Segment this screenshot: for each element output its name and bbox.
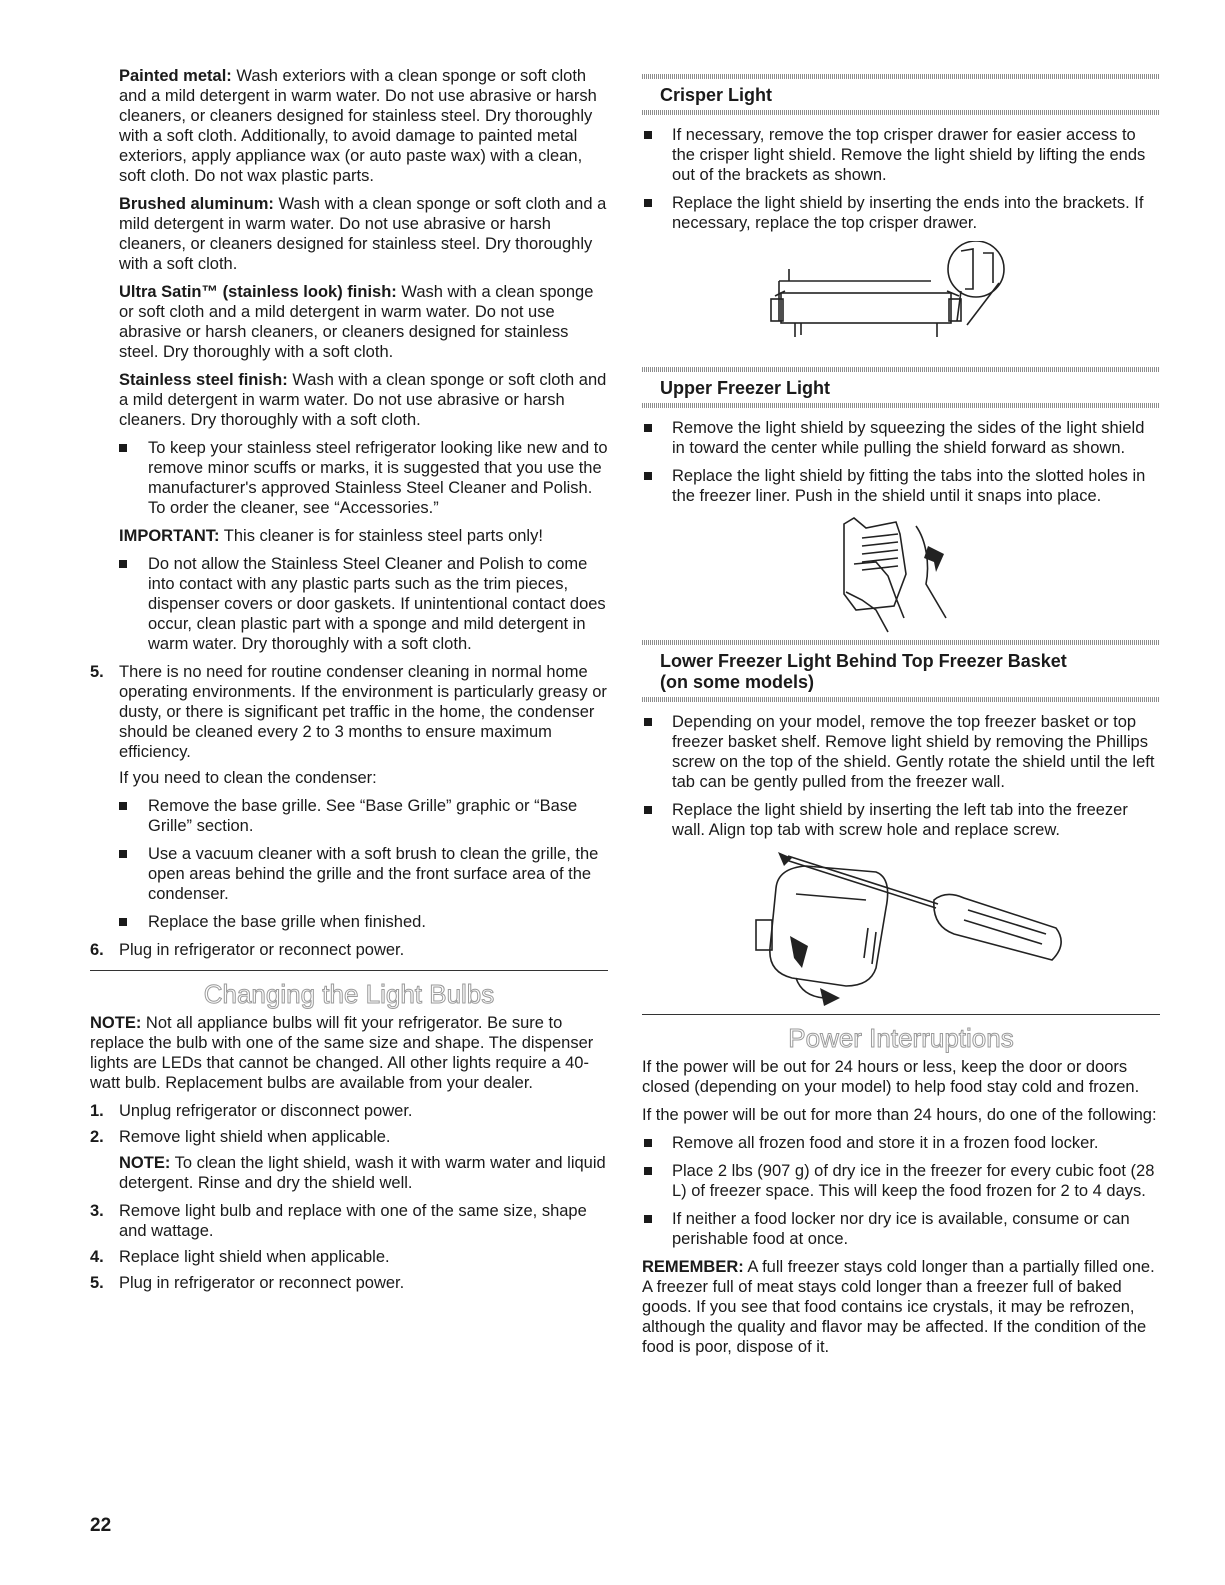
crisper-light-heading: Crisper Light xyxy=(660,85,773,105)
right-column xyxy=(642,66,1160,1365)
bulb-step-4: 4. Replace light shield when applicable. xyxy=(90,1248,390,1266)
bulb-step-5: 5. Plug in refrigerator or reconnect power. xyxy=(90,1274,405,1292)
condenser-bullet: Remove the base grille. See “Base Grille” graphic or “Base Grille” section. xyxy=(90,796,608,836)
upper-freezer-bullet: Replace the light shield by fitting the tabs into the slotted holes in the freezer liner. Push in the shield until it snaps into place. xyxy=(642,466,1160,506)
stainless-cleaner-bullet: To keep your stainless steel refrigerator looking like new and to remove minor scuffs or marks, it is suggested that you use the manufacturer's approved Stainless Steel Cleaner and Polish. To order the cleaner, see “Accessories.” xyxy=(90,438,608,518)
power-bullet: Remove all frozen food and store it in a frozen food locker. xyxy=(642,1133,1160,1153)
condenser-bullet: Replace the base grille when finished. xyxy=(90,912,608,932)
condenser-intro: If you need to clean the condenser: xyxy=(119,769,377,787)
stainless-steel-paragraph: Stainless steel finish: Wash with a clean sponge or soft cloth and a mild detergent in warm water. Do not use abrasive or harsh cleaners. Dry thoroughly with a soft cloth. xyxy=(119,371,607,429)
crisper-light-shield-illustration xyxy=(761,241,1041,361)
hatched-rule xyxy=(642,697,1160,702)
brushed-aluminum-paragraph: Brushed aluminum: Wash with a clean sponge or soft cloth and a mild detergent in warm water. Do not use abrasive or harsh cleaners, or cleaners designed for stainless steel. Dry thoroughly with a soft cloth. xyxy=(119,195,607,273)
step-6: 6. Plug in refrigerator or reconnect power. xyxy=(90,941,405,959)
section-divider xyxy=(642,1014,1160,1015)
hatched-rule xyxy=(642,110,1160,115)
lower-freezer-bullet: Depending on your model, remove the top freezer basket or top freezer basket shelf. Remove light shield by removing the Phillips screw on the top of the shield. Gently rotate the shield until the left tab can be gently pulled from the freezer wall. xyxy=(642,712,1160,792)
important-paragraph: IMPORTANT: This cleaner is for stainless steel parts only! xyxy=(119,527,543,545)
step-5: 5. There is no need for routine condenser cleaning in normal home operating environments. If the environment is particularly greasy or dusty, or there is significant pet traffic in the home, the condenser should be cleaned every 2 to 3 months to ensure maximum efficiency. xyxy=(90,663,607,761)
upper-freezer-shield-illustration xyxy=(826,514,976,636)
hatched-rule xyxy=(642,640,1160,645)
remember-paragraph: REMEMBER: A full freezer stays cold longer than a partially filled one. A freezer full of meat stays cold longer than a freezer full of baked goods. If you see that food contains ice crystals, it may be refrozen, although the quality and flavor may be affected. If the condition of the food is poor, dispose of it. xyxy=(642,1258,1155,1356)
page-number: 22 xyxy=(90,1515,112,1536)
power-bullet: If neither a food locker nor dry ice is available, consume or can perishable food at once. xyxy=(642,1209,1160,1249)
important-bullet: Do not allow the Stainless Steel Cleaner and Polish to come into contact with any plastic parts such as the trim pieces, dispenser covers or door gaskets. If unintentional contact does occur, clean plastic part with a sponge and mild detergent in warm water. Dry thoroughly with a soft cloth. xyxy=(90,554,608,654)
crisper-bullet: If necessary, remove the top crisper drawer for easier access to the crisper light shield. Remove the light shield by lifting the ends out of the brackets as shown. xyxy=(642,125,1160,185)
left-column xyxy=(90,66,608,1299)
ultra-satin-paragraph: Ultra Satin™ (stainless look) finish: Wash with a clean sponge or soft cloth and a mild detergent in warm water. Do not use abrasive or harsh cleaners, or cleaners designed for stainless steel. Dry thoroughly with a soft cloth. xyxy=(119,283,594,361)
upper-freezer-light-heading: Upper Freezer Light xyxy=(660,378,831,398)
bulbs-note: NOTE: Not all appliance bulbs will fit your refrigerator. Be sure to replace the bulb with one of the same size and shape. The dispenser lights are LEDs that cannot be changed. All other lights require a 40-watt bulb. Replacement bulbs are available from your dealer. xyxy=(90,1014,594,1092)
hatched-rule xyxy=(642,367,1160,372)
bulb-step-2: 2. Remove light shield when applicable. xyxy=(90,1128,391,1146)
power-interruptions-title: Power Interruptions xyxy=(788,1023,1014,1053)
bulb-step-3: 3. Remove light bulb and replace with one of the same size, shape and wattage. xyxy=(90,1202,587,1240)
painted-metal-paragraph: Painted metal: Wash exteriors with a clean sponge or soft cloth and a mild detergent in warm water. Do not use abrasive or harsh cleaners, or cleaners designed for stainless steel. Dry thoroughly with a soft cloth. Additionally, to avoid damage to painted metal exteriors, apply appliance wax (or auto paste wax) with a clean, soft cloth. Do not wax plastic parts. xyxy=(119,67,597,185)
hatched-rule xyxy=(642,74,1160,79)
crisper-bullet: Replace the light shield by inserting the ends into the brackets. If necessary, replace the top crisper drawer. xyxy=(642,193,1160,233)
lower-freezer-light-heading: Lower Freezer Light Behind Top Freezer Basket xyxy=(660,651,1067,671)
condenser-bullet: Use a vacuum cleaner with a soft brush to clean the grille, the open areas behind the grille and the front surface area of the condenser. xyxy=(90,844,608,904)
lower-freezer-screwdriver-illustration xyxy=(736,848,1066,1008)
lower-freezer-light-heading-note: (on some models) xyxy=(660,672,815,692)
lower-freezer-bullet: Replace the light shield by inserting the left tab into the freezer wall. Align top tab with screw hole and replace screw. xyxy=(642,800,1160,840)
power-paragraph-2: If the power will be out for more than 24 hours, do one of the following: xyxy=(642,1106,1157,1124)
power-bullet: Place 2 lbs (907 g) of dry ice in the freezer for every cubic foot (28 L) of freezer space. This will keep the food frozen for 2 to 4 days. xyxy=(642,1161,1160,1201)
upper-freezer-bullet: Remove the light shield by squeezing the sides of the light shield in toward the center while pulling the shield forward as shown. xyxy=(642,418,1160,458)
hatched-rule xyxy=(642,403,1160,408)
section-divider xyxy=(90,970,608,971)
bulbs-section-title: Changing the Light Bulbs xyxy=(203,979,495,1009)
bulb-step-1: 1. Unplug refrigerator or disconnect power. xyxy=(90,1102,413,1120)
bulb-step-2-note: NOTE: To clean the light shield, wash it with warm water and liquid detergent. Rinse and dry the shield well. xyxy=(119,1154,606,1192)
power-paragraph-1: If the power will be out for 24 hours or less, keep the door or doors closed (depending on your model) to help food stay cold and frozen. xyxy=(642,1058,1140,1096)
